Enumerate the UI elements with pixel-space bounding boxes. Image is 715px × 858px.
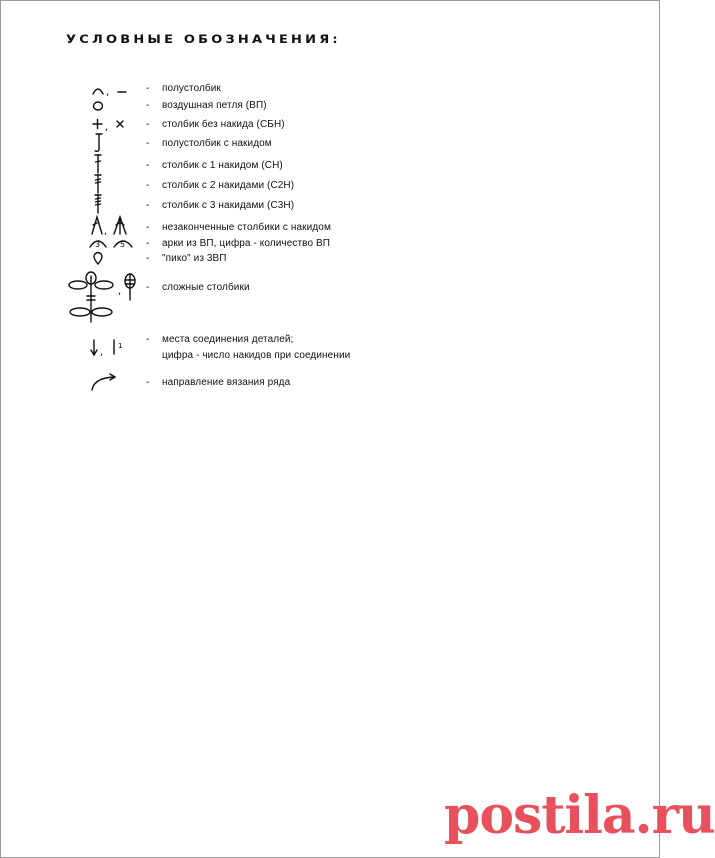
arch-count-3: 3 — [95, 240, 101, 249]
legend-dash: - — [146, 282, 150, 293]
complex-stitch-icon — [66, 272, 146, 332]
picot-icon — [88, 250, 138, 270]
legend-text: места соединения деталей; — [162, 334, 294, 345]
legend-dash: - — [146, 138, 150, 149]
legend-dash: - — [146, 222, 150, 233]
legend-text: столбик с 1 накидом (СН) — [162, 160, 283, 171]
legend-text-secondary: цифра - число накидов при соединении — [162, 350, 351, 361]
legend-dash: - — [146, 238, 150, 249]
watermark-logo: postila.ru — [444, 785, 715, 846]
legend-text: воздушная петля (ВП) — [162, 100, 267, 111]
legend-dash: - — [146, 119, 150, 130]
dc3-icon — [88, 197, 138, 217]
legend-dash: - — [146, 334, 150, 345]
legend-text: арки из ВП, цифра - количество ВП — [162, 238, 331, 249]
dc2-icon — [88, 177, 138, 197]
arch-count-5: 5 — [120, 240, 126, 249]
join-arrow-icon — [88, 336, 138, 356]
legend-text: направление вязания ряда — [162, 377, 291, 388]
svg-text:,: , — [100, 347, 104, 358]
legend-dash: - — [146, 253, 150, 264]
plus-cross-icon — [88, 116, 138, 136]
join-count: 1 — [118, 342, 123, 350]
legend-text: сложные столбики — [162, 282, 250, 293]
legend-dash: - — [146, 160, 150, 171]
legend-text: столбик с 2 накидами (С2Н) — [162, 180, 295, 191]
half-stitch-icon — [88, 135, 138, 155]
dc1-icon — [88, 157, 138, 177]
legend-text: "пико" из 3ВП — [162, 253, 227, 264]
circle-icon — [88, 97, 138, 117]
legend-dash: - — [146, 200, 150, 211]
legend-text: полустолбик — [162, 83, 221, 94]
legend-text: столбик с 3 накидами (С3Н) — [162, 200, 295, 211]
svg-text:,: , — [105, 122, 109, 133]
page-title: УСЛОВНЫЕ ОБОЗНАЧЕНИЯ: — [66, 33, 341, 47]
direction-arrow-icon — [88, 374, 138, 394]
legend-text: полустолбик с накидом — [162, 138, 272, 149]
legend-text: столбик без накида (СБН) — [162, 119, 285, 130]
svg-text:,: , — [118, 286, 122, 297]
svg-text:,: , — [106, 87, 110, 98]
legend-dash: - — [146, 377, 150, 388]
svg-text:,: , — [104, 226, 108, 237]
legend-dash: - — [146, 100, 150, 111]
legend-dash: - — [146, 180, 150, 191]
legend-dash: - — [146, 83, 150, 94]
legend-text: незаконченные столбики с накидом — [162, 222, 331, 233]
